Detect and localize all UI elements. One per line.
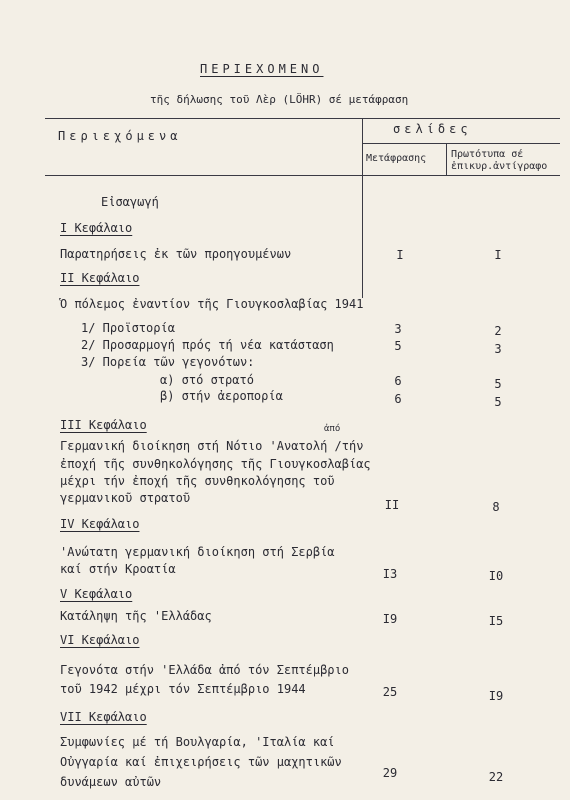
subsection-item: α) στό στρατό xyxy=(160,373,254,387)
contents-header: Περιεχόμενα xyxy=(58,129,182,143)
page-title: ΠΕΡΙΕΧΟΜΕΝΟ xyxy=(200,62,324,76)
chapter-heading: II Κεφάλαιο xyxy=(60,271,140,285)
chapter-line: Οὐγγαρία καί ἐπιχειρήσεις τῶν μαχητικῶν xyxy=(60,755,342,769)
subsection-item: 1/ Προϊστορία xyxy=(81,321,175,335)
header-top-rule xyxy=(45,118,560,119)
chapter-line: μέχρι τήν ἐποχή τῆς συνθηκολόγησης τοῦ xyxy=(60,474,335,488)
page-translation: 29 xyxy=(382,766,398,780)
chapter-line: Παρατηρήσεις ἐκ τῶν προηγουμένων xyxy=(60,247,292,261)
chapter-line: τοῦ 1942 μέχρι τόν Σεπτέμβριο 1944 xyxy=(60,682,306,696)
chapter-line: ἐποχή τῆς συνθηκολόγησης τῆς Γιουγκοσλαβίας xyxy=(60,457,371,471)
page-translation: I xyxy=(396,248,404,262)
chapter-line: Ὁ πόλεμος ἐναντίον τῆς Γιουγκοσλαβίας 1941 xyxy=(60,297,364,311)
page-original: 5 xyxy=(494,377,502,391)
chapter-line: 'Ανώτατη γερμανική διοίκηση στή Σερβία xyxy=(60,545,335,559)
page-original: 5 xyxy=(494,395,502,409)
pages-subheader-rule xyxy=(362,143,560,144)
translation-col-header: Μετάφρασης xyxy=(366,153,427,164)
chapter-heading: VI Κεφάλαιο xyxy=(60,633,140,647)
page-translation: 5 xyxy=(394,339,402,353)
chapter-line: δυνάμεων αὐτῶν xyxy=(60,775,162,789)
subsection-item: 3/ Πορεία τῶν γεγονότων: xyxy=(81,355,255,369)
chapter-heading: IV Κεφάλαιο xyxy=(60,517,140,531)
chapter-line: Γερμανική διοίκηση στή Νότιο 'Ανατολή /τήν xyxy=(60,439,364,453)
page-original: I0 xyxy=(488,569,504,583)
subsection-item: β) στήν ἀεροπορία xyxy=(160,389,283,403)
chapter-line: Συμφωνίες μέ τή Βουλγαρία, 'Ιταλία καί xyxy=(60,735,335,749)
intro-label: Εἰσαγωγή xyxy=(101,195,159,209)
chapter-line: γερμανικοῦ στρατοῦ xyxy=(60,491,191,505)
page-translation: II xyxy=(384,498,400,512)
original-col-header-2: ἐπικυρ.ἀντίγραφο xyxy=(451,161,548,172)
chapter-heading: I Κεφάλαιο xyxy=(60,221,133,235)
chapter-heading: V Κεφάλαιο xyxy=(60,587,133,601)
page-original: 3 xyxy=(494,342,502,356)
page-translation: 3 xyxy=(394,322,402,336)
header-bottom-rule xyxy=(45,175,560,176)
page-original: 22 xyxy=(488,770,504,784)
chapter-line: καί στήν Κροατία xyxy=(60,562,176,576)
chapter-line: Κατάληψη τῆς 'Ελλάδας xyxy=(60,609,212,623)
page-translation: I9 xyxy=(382,612,398,626)
chapter-heading: VII Κεφάλαιο xyxy=(60,710,147,724)
page-translation: I3 xyxy=(382,567,398,581)
page-original: I5 xyxy=(488,614,504,628)
col-divider-1 xyxy=(362,118,363,298)
col-divider-2 xyxy=(446,143,447,175)
chapter-line: Γεγονότα στήν 'Ελλάδα ἀπό τόν Σεπτέμβριο xyxy=(60,663,349,677)
handwritten-insert: ἀπό xyxy=(324,424,341,434)
page-original: 2 xyxy=(494,324,502,338)
page-translation: 25 xyxy=(382,685,398,699)
page-original: I xyxy=(494,248,502,262)
page-original: 8 xyxy=(492,500,500,514)
pages-header: σελίδες xyxy=(393,122,472,136)
page-subtitle: τῆς δήλωσης τοῦ Λὲρ (LÖHR) σέ μετάφραση xyxy=(150,93,409,106)
original-col-header-1: Πρωτότυπα σέ xyxy=(451,149,524,160)
page-translation: 6 xyxy=(394,392,402,406)
chapter-heading: III Κεφάλαιο xyxy=(60,418,147,432)
page-translation: 6 xyxy=(394,374,402,388)
subsection-item: 2/ Προσαρμογή πρός τή νέα κατάσταση xyxy=(81,338,334,352)
page-original: I9 xyxy=(488,689,504,703)
